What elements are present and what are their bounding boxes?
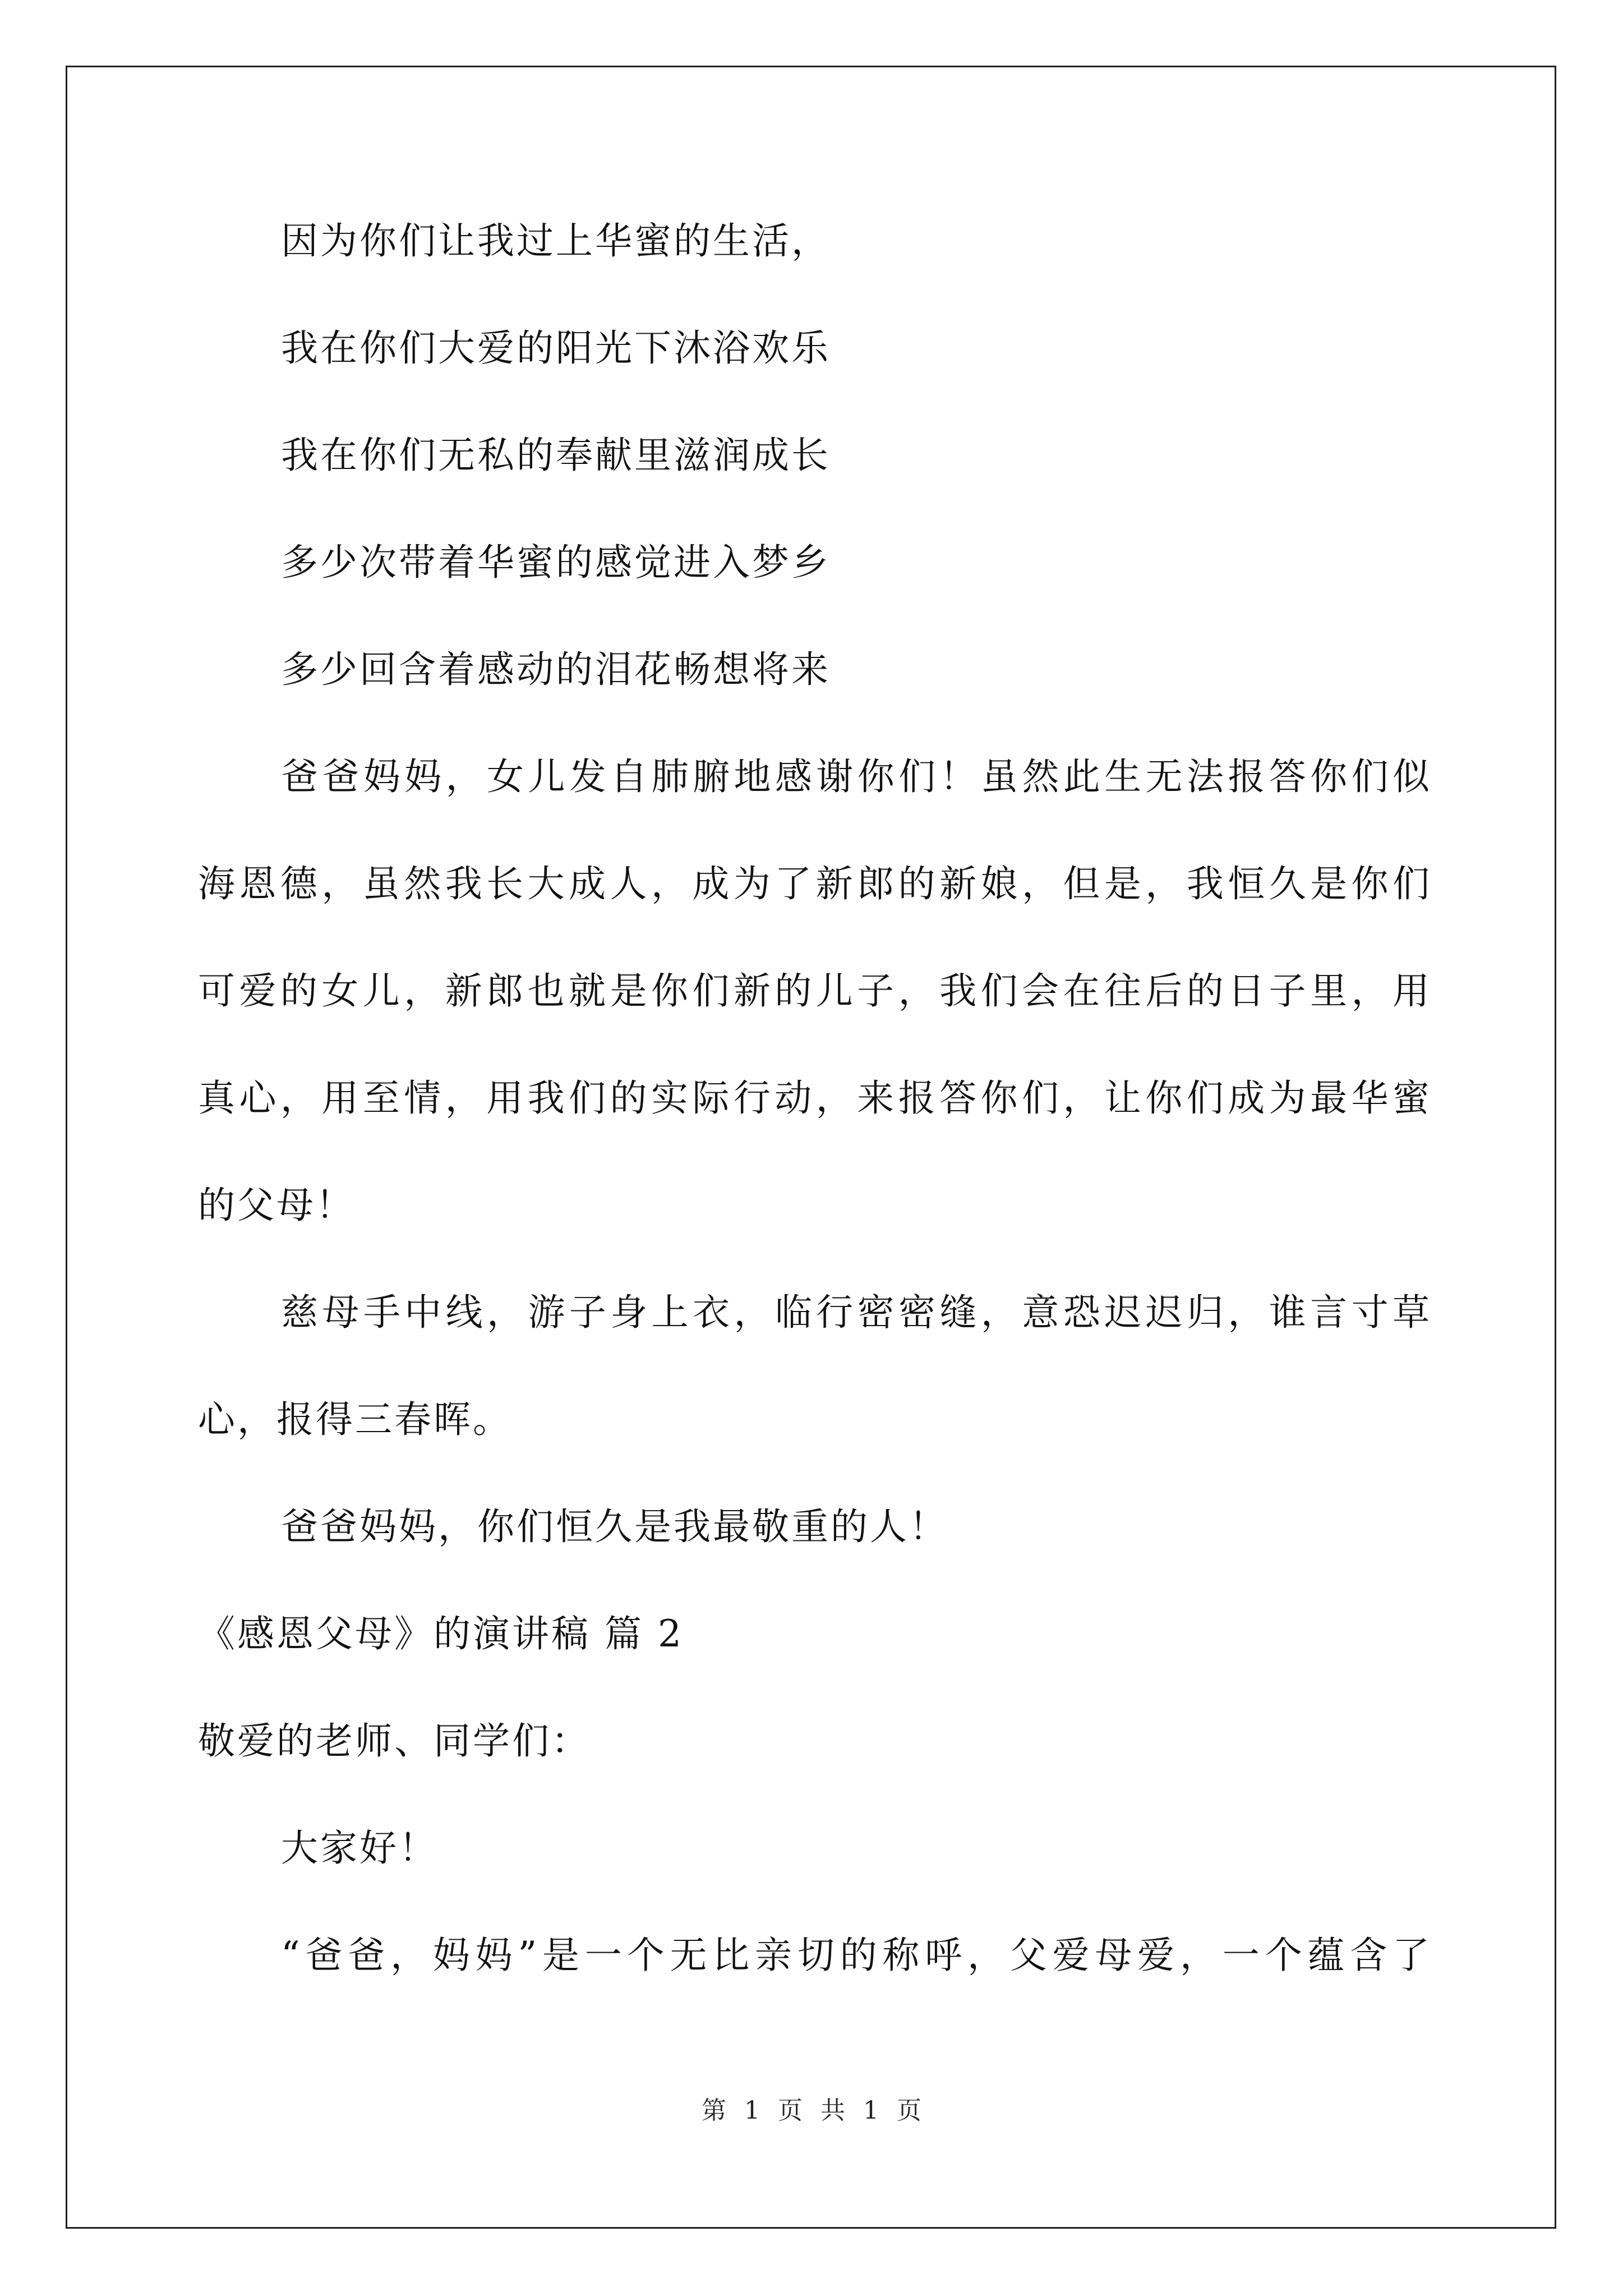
paragraph-4-line-1: “爸爸，妈妈”是一个无比亲切的称呼，父爱母爱，一个蕴含了 (281, 1934, 1432, 1977)
paragraph-2-line-1: 慈母手中线，游子身上衣，临行密密缝，意恐迟迟归，谁言寸草 (281, 1291, 1432, 1334)
poem-line-5: 多少回含着感动的泪花畅想将来 (281, 648, 831, 691)
paragraph-1-line-5: 的父母！ (198, 1184, 355, 1227)
poem-line-4: 多少次带着华蜜的感觉进入梦乡 (281, 541, 831, 584)
page-border (66, 66, 1556, 2229)
page-footer: 第 1 页 共 1 页 (702, 2096, 921, 2125)
paragraph-1-line-2: 海恩德，虽然我长大成人，成为了新郎的新娘，但是，我恒久是你们 (198, 862, 1432, 905)
paragraph-1-line-1: 爸爸妈妈，女儿发自肺腑地感谢你们！虽然此生无法报答你们似 (281, 755, 1432, 798)
paragraph-2-line-2: 心，报得三春晖。 (198, 1398, 512, 1441)
paragraph-3: 爸爸妈妈，你们恒久是我最敬重的人！ (281, 1505, 948, 1548)
paragraph-1-line-3: 可爱的女儿，新郎也就是你们新的儿子，我们会在往后的日子里，用 (198, 969, 1432, 1013)
poem-line-2: 我在你们大爱的阳光下沐浴欢乐 (281, 326, 831, 370)
poem-line-1: 因为你们让我过上华蜜的生活， (281, 219, 831, 263)
paragraph-1-line-4: 真心，用至情，用我们的实际行动，来报答你们，让你们成为最华蜜 (198, 1076, 1432, 1120)
section-heading: 《感恩父母》的演讲稿 篇 2 (198, 1612, 684, 1655)
salutation: 敬爱的老师、同学们： (198, 1719, 591, 1763)
greeting: 大家好！ (281, 1826, 438, 1870)
poem-line-3: 我在你们无私的奉献里滋润成长 (281, 434, 831, 477)
